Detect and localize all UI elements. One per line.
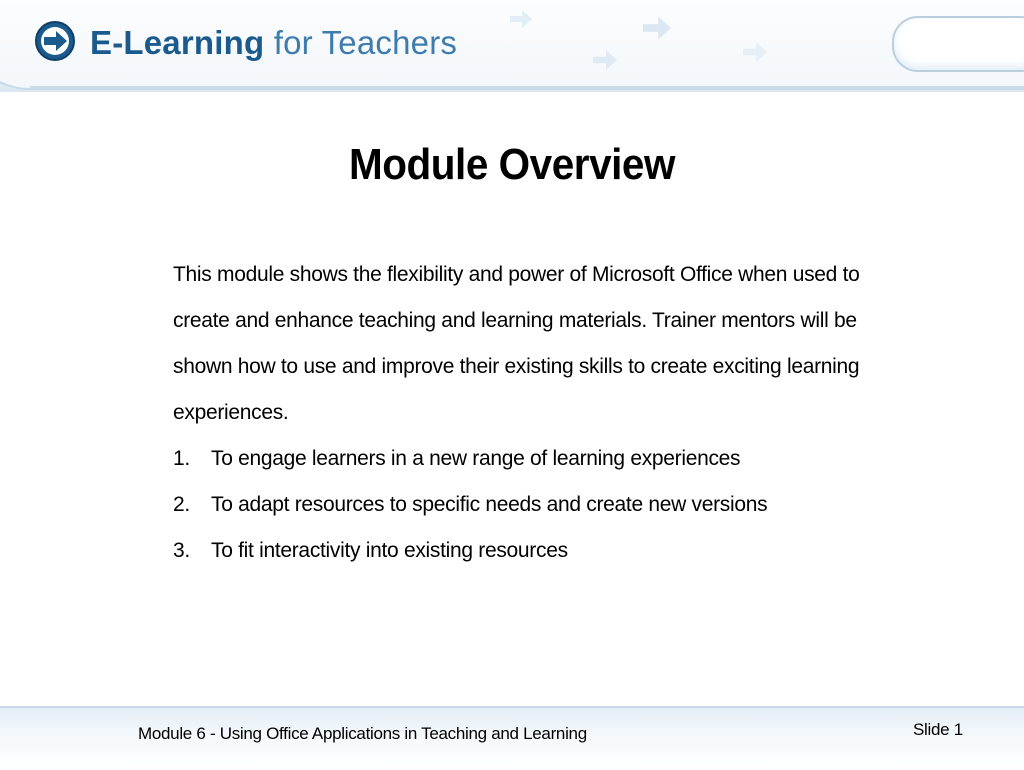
decorative-arrow-icon <box>740 40 770 64</box>
decorative-arrow-icon <box>590 48 620 72</box>
list-number: 3. <box>173 539 190 562</box>
decorative-arrow-icon <box>508 8 534 30</box>
arrow-circle-logo-icon <box>34 20 76 62</box>
list-item <box>173 482 913 528</box>
objectives-list <box>173 436 913 574</box>
footer-bar <box>0 706 1024 770</box>
list-text: To adapt resources to specific needs and create new versions <box>211 493 768 516</box>
list-item <box>173 528 913 574</box>
slide-title: Module Overview <box>348 140 676 189</box>
list-item <box>173 436 913 482</box>
slide-number: Slide 1 <box>913 720 963 739</box>
intro-paragraph: This module shows the flexibility and power of Microsoft Office when used to create and enhance teaching and learning materials. Trainer mentors will be shown how to use and improve their existing skills to create exciting learning experiences. <box>173 263 860 424</box>
list-number: 2. <box>173 493 190 516</box>
slide-body <box>173 252 913 574</box>
header-pill-shape <box>892 16 1024 72</box>
list-number: 1. <box>173 447 190 470</box>
decorative-arrow-icon <box>640 14 674 42</box>
logo-text <box>90 24 457 62</box>
brand-suffix: for Teachers <box>264 24 458 61</box>
footer-module-label: Module 6 - Using Office Applications in Teaching and Learning <box>138 724 587 743</box>
list-text: To fit interactivity into existing resources <box>211 539 568 562</box>
brand-name: E-Learning <box>90 24 265 61</box>
header-divider <box>30 86 1024 88</box>
list-text: To engage learners in a new range of learning experiences <box>211 447 741 470</box>
header-banner <box>0 0 1024 92</box>
